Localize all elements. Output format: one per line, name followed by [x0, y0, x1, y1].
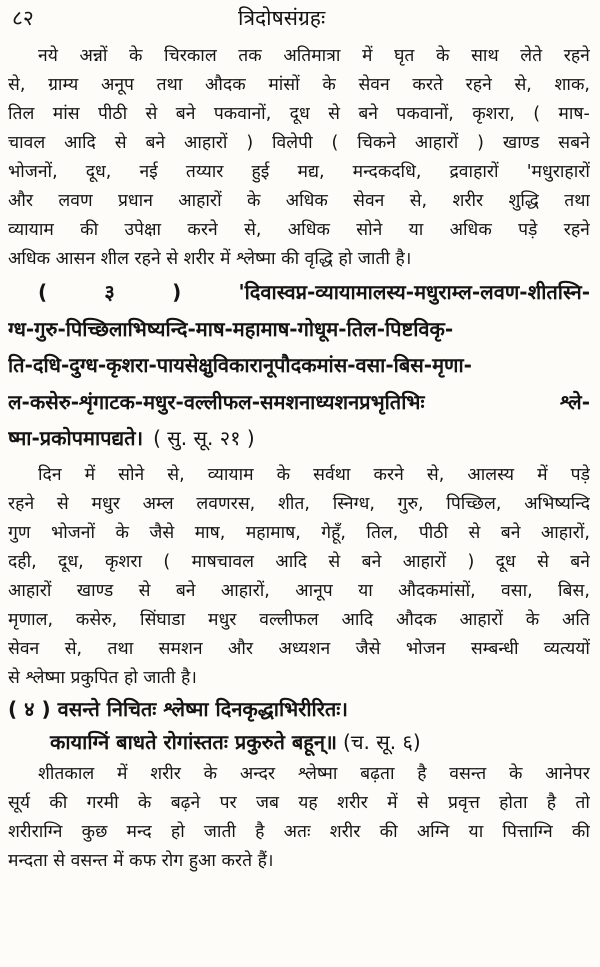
- word: मृणाल,: [8, 609, 54, 630]
- page-number: ८२: [12, 6, 34, 30]
- text-line: [8, 187, 590, 216]
- word: गरमी: [86, 792, 119, 813]
- word: अनूप: [100, 75, 134, 95]
- word: कुछ: [81, 821, 108, 842]
- word: पड़े: [518, 220, 538, 240]
- word: शीत,: [277, 493, 310, 514]
- word: मांसों: [268, 75, 300, 95]
- word: से: [114, 133, 127, 153]
- word: के: [508, 763, 523, 784]
- word: लवणरस,: [196, 493, 256, 514]
- word: शरीर: [337, 792, 368, 813]
- word: करने: [373, 464, 404, 485]
- word: के: [246, 191, 261, 211]
- word: गुरु,: [397, 493, 424, 514]
- word: से: [328, 551, 341, 572]
- word: अधिक: [285, 191, 328, 211]
- word: अभिष्यन्दि: [524, 493, 590, 514]
- word: आहारों: [414, 133, 459, 153]
- word: सबने: [558, 133, 590, 153]
- word: करने: [187, 220, 218, 240]
- word: पीठी: [97, 104, 128, 124]
- word: प्रवृत्त: [448, 792, 480, 813]
- verse-4-sanskrit: [8, 693, 590, 760]
- word: से: [537, 551, 549, 572]
- word: मन्दकदधि,: [352, 162, 422, 182]
- word: शरीराग्नि: [8, 821, 63, 842]
- word: करते: [412, 75, 443, 95]
- word: पड़े: [570, 464, 590, 485]
- word: या: [408, 220, 424, 240]
- word: दूध,: [58, 551, 84, 572]
- text-line: [8, 577, 590, 606]
- word: से: [56, 493, 69, 514]
- word: से,: [64, 638, 83, 659]
- word: चावल: [8, 133, 46, 153]
- word: नई: [139, 162, 158, 182]
- text-line: [8, 129, 590, 158]
- word: दिन: [38, 464, 62, 485]
- word: (: [38, 280, 48, 304]
- text-line: [8, 635, 590, 664]
- word: पित्ताग्नि: [502, 821, 553, 842]
- word: सोने: [356, 220, 383, 240]
- word: के: [115, 522, 129, 543]
- word: में: [116, 763, 128, 784]
- running-title: त्रिदोषसंग्रहः: [238, 6, 326, 30]
- word: बढ़ने: [170, 792, 201, 813]
- word: से: [468, 522, 481, 543]
- word: अध्यशन: [278, 638, 331, 659]
- word: भोजनों: [50, 522, 96, 543]
- word: स्निग्ध,: [332, 493, 375, 514]
- word: मद्य,: [297, 162, 325, 182]
- word: जैसे: [149, 522, 175, 543]
- text-line: [8, 158, 590, 187]
- word: आदि: [64, 133, 96, 153]
- word: आनेपर: [545, 763, 590, 784]
- word: व्यायाम: [207, 464, 254, 485]
- word: तय्यार: [185, 162, 224, 182]
- word: आहारों,: [540, 522, 590, 543]
- word: भोजनों,: [8, 162, 58, 182]
- word: से,: [426, 464, 445, 485]
- word: औदक: [205, 75, 246, 95]
- verse-3-sanskrit: [8, 274, 590, 457]
- verse-line: [8, 420, 590, 457]
- word: वसा,: [501, 580, 533, 601]
- word: जाती: [203, 821, 236, 842]
- word: से,: [244, 220, 262, 240]
- word: तो: [575, 792, 590, 813]
- word: समशन: [158, 638, 203, 659]
- word: माषचावल: [191, 551, 254, 572]
- word: (: [533, 104, 541, 124]
- word: शुद्धि: [508, 191, 539, 211]
- word: के: [203, 763, 218, 784]
- word: माष,: [194, 522, 226, 543]
- word: शरीर: [150, 763, 181, 784]
- word: जैसे: [355, 638, 381, 659]
- word: के: [276, 464, 291, 485]
- word: बने: [500, 522, 521, 543]
- word: प्रधान: [117, 191, 153, 211]
- word: के: [128, 46, 143, 66]
- word: तक: [238, 46, 262, 66]
- paragraph-2: [8, 461, 590, 693]
- word: से: [416, 792, 429, 813]
- word: चिरकाल: [164, 46, 217, 66]
- word: सर्वथा: [313, 464, 351, 485]
- word: पकवानों,: [396, 104, 454, 124]
- word: औदकमांसों,: [398, 580, 476, 601]
- word: बने: [175, 104, 196, 124]
- word: से,: [514, 75, 532, 95]
- word: ): [467, 551, 475, 572]
- word: की: [80, 220, 99, 240]
- text-line: [8, 760, 590, 789]
- word: बिस,: [558, 580, 590, 601]
- word: ): [477, 133, 484, 153]
- word: लवण: [58, 191, 93, 211]
- word: रहने: [8, 493, 35, 514]
- word: आहारों: [402, 551, 447, 572]
- word: पिच्छिल,: [446, 493, 502, 514]
- word: से: [138, 580, 151, 601]
- word: शाक,: [554, 75, 590, 95]
- text-line: [8, 42, 590, 71]
- word: और: [228, 638, 254, 659]
- verse-3-end: ष्मा-प्रकोपमापद्यते।: [8, 426, 144, 451]
- word: के: [525, 609, 540, 630]
- word: में: [537, 464, 548, 485]
- word: मधुर: [91, 493, 120, 514]
- word: ल-कसेरु-शृंगाटक-मधुर-वल्लीफल-समशनाध्यशनप्रभृतिभिः: [8, 389, 425, 414]
- word: अतः: [283, 821, 311, 842]
- word: श्ले-: [559, 389, 590, 414]
- word: की: [571, 821, 590, 842]
- word: होता: [499, 792, 528, 813]
- word: साथ: [471, 46, 499, 66]
- word: 'दिवास्वप्न-व्यायामालस्य-मधुराम्ल-लवण-शीतस्नि-: [238, 280, 590, 304]
- word: घृत: [394, 46, 415, 66]
- word: बने: [175, 580, 196, 601]
- word: की: [49, 792, 68, 813]
- word: अन्नों: [79, 46, 108, 66]
- word: सम्बन्धी: [470, 638, 519, 659]
- word: सोने: [118, 464, 145, 485]
- word: सेवन: [358, 75, 390, 95]
- word: आनूप: [295, 580, 333, 601]
- word: सूर्य: [8, 792, 30, 813]
- word: अन्दर: [239, 763, 276, 784]
- word: बढ़ता: [360, 763, 395, 784]
- word: मन्द: [126, 821, 152, 842]
- word: खाण्ड: [76, 580, 114, 601]
- verse-line: [8, 384, 590, 421]
- text-line: मन्दता से वसन्त में कफ रोग हुआ करते हैं।: [8, 850, 274, 871]
- word: व्यत्ययों: [543, 638, 590, 659]
- word: अधिक: [449, 220, 492, 240]
- word: (: [331, 133, 339, 153]
- word: दूध: [289, 104, 310, 124]
- word: शीतकाल: [38, 763, 95, 784]
- word: के: [322, 75, 336, 95]
- word: लेते: [520, 46, 543, 66]
- word: बने: [570, 551, 590, 572]
- word: हो: [170, 821, 185, 842]
- word: पकवानों,: [213, 104, 272, 124]
- word: रहने: [465, 75, 492, 95]
- word: है: [417, 763, 427, 784]
- word: चिकने: [357, 133, 397, 153]
- text-line: [8, 818, 590, 847]
- word: भोजन: [405, 638, 446, 659]
- verse-line: कायाग्निं बाधते रोगांस्ततः प्रकुरुते बहून्॥ (च. सू. ६): [8, 726, 590, 760]
- verse-line: ( ४ ) वसन्ते निचितः श्लेष्मा दिनकृद्धाभिरीरितः।: [8, 696, 348, 721]
- word: के: [436, 46, 450, 66]
- word: या: [358, 580, 373, 601]
- word: गुण: [8, 522, 31, 543]
- word: आदि: [341, 609, 374, 630]
- word: में: [387, 792, 398, 813]
- word: ग्राम्य: [48, 75, 79, 95]
- word: 'मधुराहारों: [526, 162, 590, 182]
- word: ): [246, 133, 254, 153]
- word: महामाष,: [245, 522, 301, 543]
- verse-line: [8, 274, 590, 311]
- paragraph-1: [8, 42, 590, 274]
- word: या: [468, 821, 484, 842]
- word: आहारों: [184, 133, 228, 153]
- verse-line: [8, 311, 590, 348]
- verse-4-reference: (च. सू. ६): [343, 730, 421, 755]
- word: से: [145, 104, 158, 124]
- text-line: [8, 461, 590, 490]
- word: से,: [167, 464, 185, 485]
- word: और: [8, 191, 34, 211]
- word: यह: [298, 792, 318, 813]
- word: ३: [104, 280, 115, 304]
- text-line: [8, 789, 590, 818]
- text-line: [8, 519, 590, 548]
- word: अति: [561, 609, 590, 630]
- word: दूध: [495, 551, 516, 572]
- text-line: [8, 71, 590, 100]
- word: नये: [38, 46, 58, 66]
- word: आहारों,: [220, 580, 270, 601]
- word: कसेरु,: [75, 609, 118, 630]
- word: ग्ध-गुरु-पिच्छिलाभिष्यन्दि-माष-महामाष-गोधूम-तिल-पिष्टविकृ-: [8, 316, 454, 341]
- text-line: [8, 100, 590, 129]
- word: तिल,: [366, 522, 399, 543]
- word: दूध,: [85, 162, 112, 182]
- word: अतिमात्रा: [283, 46, 341, 66]
- word: सिंघाडा: [140, 609, 186, 630]
- word: है: [255, 821, 265, 842]
- word: व्यायाम: [8, 220, 54, 240]
- word: आलस्य: [467, 464, 515, 485]
- word: बने: [361, 551, 382, 572]
- word: की: [379, 821, 398, 842]
- word: अधिक: [287, 220, 330, 240]
- word: शरीर: [329, 821, 361, 842]
- word: सेवन: [8, 638, 40, 659]
- word: माष-: [558, 104, 590, 124]
- word: मधुर: [208, 609, 237, 630]
- verse-line: [8, 347, 590, 384]
- word: के: [137, 792, 152, 813]
- word: वल्लीफल: [259, 609, 319, 630]
- text-line: अधिक आसन शील रहने से शरीर में श्लेष्मा की वृद्धि हो जाती है।: [8, 249, 412, 269]
- word: द्रवाहारों: [449, 162, 499, 182]
- word: शरीर: [452, 191, 484, 211]
- word: पीठी: [418, 522, 448, 543]
- word: उपेक्षा: [124, 220, 162, 240]
- word: अम्ल: [142, 493, 174, 514]
- text-line: [8, 548, 590, 577]
- text-line: [8, 216, 590, 245]
- word: में: [84, 464, 96, 485]
- word: औदक: [396, 609, 437, 630]
- word: सेवन: [353, 191, 385, 211]
- page-header: [8, 4, 590, 42]
- text-line: [8, 606, 590, 635]
- word: आहारों: [459, 609, 503, 630]
- word: वसन्त: [449, 763, 487, 784]
- word: अग्नि: [416, 821, 450, 842]
- paragraph-3: [8, 760, 590, 876]
- word: हुई: [251, 162, 270, 182]
- text-line: से श्लेष्मा प्रकुपित हो जाती है।: [8, 667, 197, 688]
- word: आहारों: [178, 191, 222, 211]
- word: (: [163, 551, 171, 572]
- word: जब: [255, 792, 279, 813]
- word: पर: [219, 792, 237, 813]
- word: से,: [8, 75, 26, 95]
- word: बने: [358, 104, 379, 124]
- word: आहारों: [8, 580, 52, 601]
- word: तथा: [107, 638, 134, 659]
- word: ): [172, 280, 182, 304]
- text-line: [8, 490, 590, 519]
- word: खाण्ड: [502, 133, 540, 153]
- word: से,: [409, 191, 428, 211]
- word: दही,: [8, 551, 37, 572]
- word: बने: [145, 133, 166, 153]
- word: है: [546, 792, 557, 813]
- word: तथा: [564, 191, 590, 211]
- word: श्लेष्मा: [297, 763, 338, 784]
- word: रहने: [563, 220, 590, 240]
- word: आदि: [275, 551, 308, 572]
- word: विलेपी: [272, 133, 313, 153]
- word: से: [328, 104, 340, 124]
- verse-3-reference: ( सु. सू. २१ ): [153, 426, 255, 451]
- word: गेहूँ,: [321, 522, 346, 543]
- word: तिल: [8, 104, 35, 124]
- word: रहने: [563, 46, 590, 66]
- word: तथा: [156, 75, 183, 95]
- word: मांस: [52, 104, 80, 124]
- word: में: [362, 46, 373, 66]
- word: कृशरा: [105, 551, 143, 572]
- word: ति-दधि-दुग्ध-कृशरा-पायसेक्षुविकारानूपौदकमांस-वसा-बिस-मृणा-: [8, 353, 472, 378]
- word: कृशरा,: [472, 104, 515, 124]
